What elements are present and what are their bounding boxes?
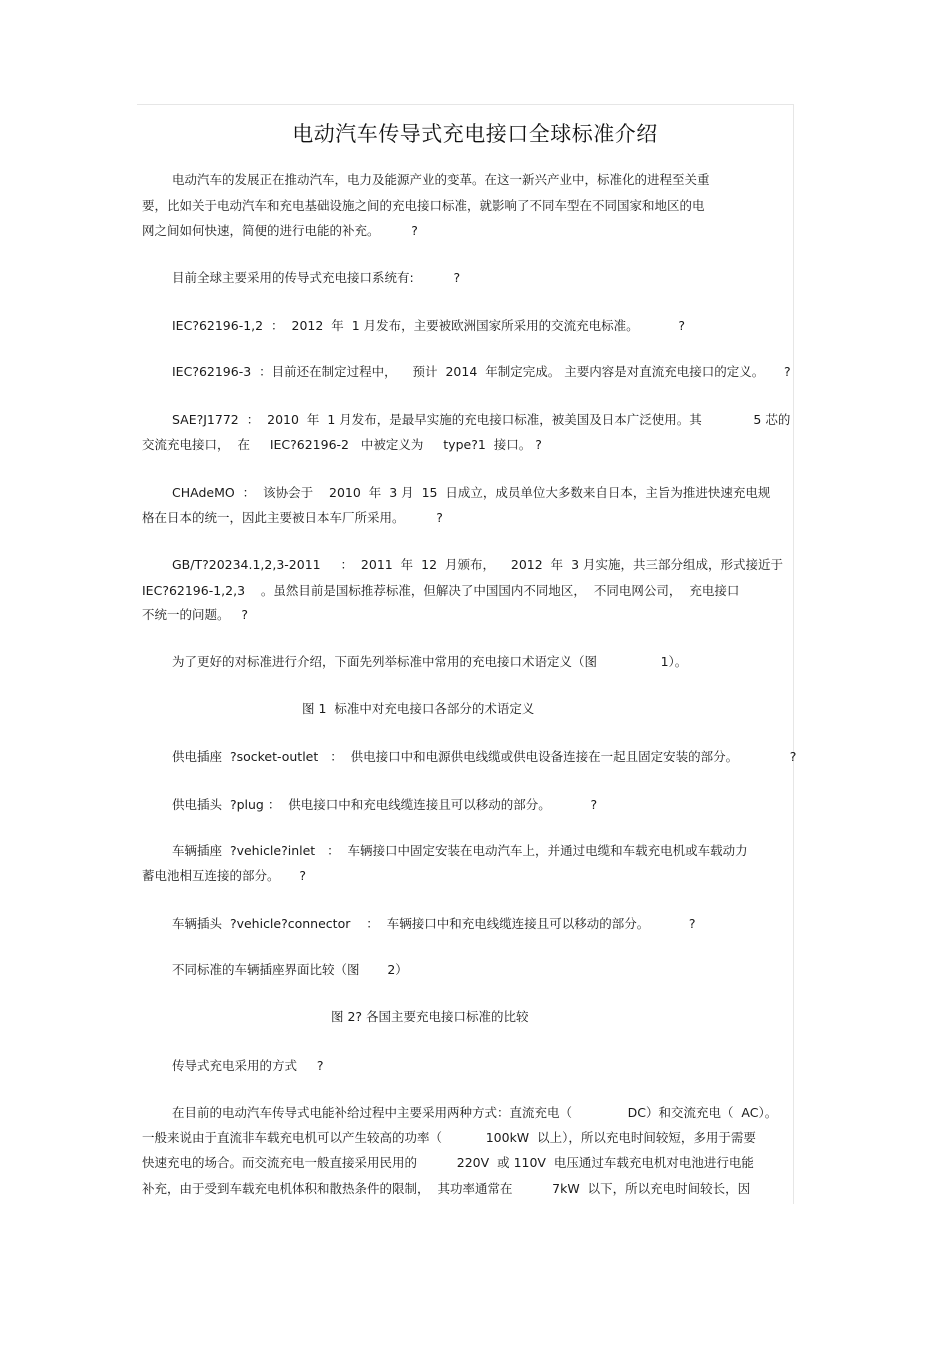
paragraph-line: 要，比如关于电动汽车和充电基础设施之间的充电接口标准，就影响了不同车型在不同国家和地区的电	[142, 198, 705, 213]
standard-gb-t-20234: GB/T?20234.1,2,3-2011 ： 2011 年 12 月颁布， 2012 年 3 月实施，共三部分组成，形式接近于	[172, 557, 784, 572]
document-title: 电动汽车传导式充电接口全球标准介绍	[292, 122, 658, 146]
section-heading: 传导式充电采用的方式 ?	[172, 1058, 324, 1073]
paragraph-line: 快速充电的场合。而交流充电一般直接采用民用的 220V 或 110V 电压通过车载充电机对电池进行电能	[142, 1155, 754, 1170]
paragraph-line: 一般来说由于直流非车载充电机可以产生较高的功率（ 100kW 以上），所以充电时间较短，多用于需要	[142, 1130, 756, 1145]
standard-sae-j1772: SAE?J1772 ： 2010 年 1 月发布，是最早实施的充电接口标准，被美国及日本广泛使用。其 5 芯的	[172, 412, 791, 427]
paragraph-line: 在目前的电动汽车传导式电能补给过程中主要采用两种方式：直流充电（ DC）和交流充电（ AC）。	[172, 1105, 778, 1120]
paragraph-line: 为了更好的对标准进行介绍，下面先列举标准中常用的充电接口术语定义（图 1）。	[172, 654, 688, 669]
page-border-right	[793, 104, 794, 1204]
figure-1-caption: 图 1 标准中对充电接口各部分的术语定义	[302, 701, 535, 716]
paragraph-line: 格在日本的统一，因此主要被日本车厂所采用。 ?	[142, 510, 443, 525]
term-vehicle-connector: 车辆插头 ?vehicle?connector ： 车辆接口中和充电线缆连接且可以移动的部分。 ?	[172, 916, 696, 931]
paragraph-line: 蓄电池相互连接的部分。 ?	[142, 868, 307, 883]
paragraph-line: 补充，由于受到车载充电机体积和散热条件的限制， 其功率通常在 7kW 以下，所以充电时间较长，因	[142, 1181, 751, 1196]
paragraph-line: 网之间如何快速，简便的进行电能的补充。 ?	[142, 223, 418, 238]
paragraph-line: 交流充电接口， 在 IEC?62196-2 中被定义为 type?1 接口。 ?	[142, 437, 542, 452]
term-vehicle-inlet: 车辆插座 ?vehicle?inlet ： 车辆接口中固定安装在电动汽车上，并通过电缆和车载充电机或车载动力	[172, 843, 748, 858]
standard-chademo: CHAdeMO ： 该协会于 2010 年 3 月 15 日成立，成员单位大多数来自日本，主旨为推进快速充电规	[172, 485, 771, 500]
paragraph-line: 不统一的问题。 ?	[142, 607, 249, 622]
standard-iec-62196-3: IEC?62196-3 ：目前还在制定过程中， 预计 2014 年制定完成。 主要内容是对直流充电接口的定义。 ?	[172, 364, 791, 379]
figure-2-caption: 图 2? 各国主要充电接口标准的比较	[331, 1009, 529, 1024]
paragraph-line: IEC?62196-1,2,3 。虽然目前是国标推荐标准，但解决了中国国内不同地区， 不同电网公司， 充电接口	[142, 583, 740, 598]
standard-iec-62196-1-2: IEC?62196-1,2 ： 2012 年 1 月发布，主要被欧洲国家所采用的交流充电标准。 ?	[172, 318, 685, 333]
page-border-top	[137, 104, 793, 105]
paragraph-line: 电动汽车的发展正在推动汽车，电力及能源产业的变革。在这一新兴产业中，标准化的进程至关重	[172, 172, 710, 187]
term-socket-outlet: 供电插座 ?socket-outlet ： 供电接口中和电源供电线缆或供电设备连接在一起且固定安装的部分。 ?	[172, 749, 797, 764]
paragraph-line: 不同标准的车辆插座界面比较（图 2）	[172, 962, 408, 977]
term-plug: 供电插头 ?plug ： 供电接口中和充电线缆连接且可以移动的部分。 ?	[172, 797, 598, 812]
paragraph-line: 目前全球主要采用的传导式充电接口系统有: ?	[172, 270, 461, 285]
